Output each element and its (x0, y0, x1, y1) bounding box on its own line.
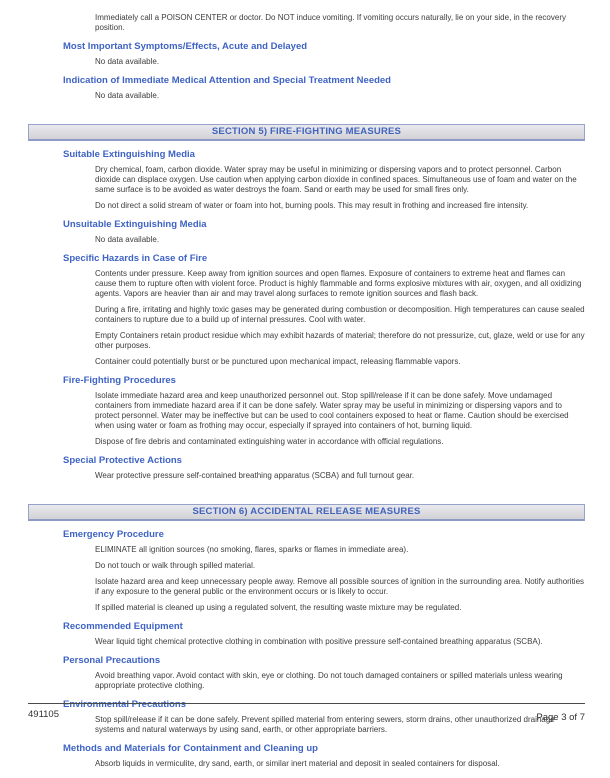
page-footer (28, 703, 585, 723)
subsection-title-emergency-procedure: Emergency Procedure (63, 529, 164, 540)
subsection-title-unsuitable-extinguishing-media: Unsuitable Extinguishing Media (63, 219, 207, 230)
subsection-title-recommended-equipment: Recommended Equipment (63, 621, 183, 632)
paragraph: Isolate immediate hazard area and keep unauthorized personnel out. Stop spill/release if it can be done safely. Move undamaged containers from immediate hazard area if it can be done safely. Water spray may be useful in minimizing or dispersing vapors and to protect personnel. Water may be ineffective but can be used to cool containers exposed to heat or flame. Caution should be exercised when using water or foam as frothing may occur, especially if sprayed into containers of hot, burning liquid. (95, 391, 569, 430)
subsection-title-personal-precautions: Personal Precautions (63, 655, 161, 666)
paragraph: No data available. (95, 57, 160, 66)
paragraph: No data available. (95, 91, 160, 100)
paragraph: Wear protective pressure self-contained breathing apparatus (SCBA) and full turnout gear. (95, 471, 415, 480)
paragraph: ELIMINATE all ignition sources (no smoking, flares, sparks or flames in immediate area). (95, 545, 409, 554)
subsection-title-symptoms-effects: Most Important Symptoms/Effects, Acute and Delayed (63, 41, 308, 52)
document-number: 491105 (28, 709, 59, 720)
subsection-title-specific-hazards: Specific Hazards in Case of Fire (63, 253, 208, 264)
paragraph: Contents under pressure. Keep away from ignition sources and open flames. Exposure of containers to extreme heat and flames can cause them to rupture often with violent force. Product is highly flammable and forms explosive mixtures with air, oxygen, and all oxidizing agents. Vapors are heavier than air and may travel along surfaces to remote ignition sources and flash back. (95, 269, 582, 298)
page-number: Page 3 of 7 (536, 712, 585, 723)
paragraph: Avoid breathing vapor. Avoid contact with skin, eye or clothing. Do not touch damaged containers or spilled materials unless wearing appropriate protective clothing. (95, 671, 563, 690)
paragraph: Isolate hazard area and keep unnecessary people away. Remove all possible sources of ignition in the surrounding area. Notify authorities if any exposure to the general public or the environment occurs or is likely to occur. (95, 577, 585, 596)
subsection-title-special-protective-actions: Special Protective Actions (63, 455, 182, 466)
paragraph: Absorb liquids in vermiculite, dry sand, earth, or similar inert material and deposit in sealed containers for disposal. (95, 759, 500, 768)
paragraph: Wear liquid tight chemical protective clothing in combination with positive pressure self-contained breathing apparatus (SCBA). (95, 637, 543, 646)
section-header-accidental-release-measures: SECTION 6) ACCIDENTAL RELEASE MEASURES (28, 504, 585, 521)
paragraph: Do not direct a solid stream of water or foam into hot, burning pools. This may result in frothing and increased fire intensity. (95, 201, 529, 210)
section-header-fire-fighting-measures: SECTION 5) FIRE-FIGHTING MEASURES (28, 124, 585, 141)
paragraph: Do not touch or walk through spilled material. (95, 561, 256, 570)
subsection-title-containment-cleaning: Methods and Materials for Containment and Cleaning up (63, 743, 318, 754)
paragraph: Immediately call a POISON CENTER or doctor. Do NOT induce vomiting. If vomiting occurs naturally, lie on your side, in the recovery position. (95, 13, 566, 32)
paragraph: Container could potentially burst or be punctured upon mechanical impact, releasing flammable vapors. (95, 357, 461, 366)
subsection-title-fire-fighting-procedures: Fire-Fighting Procedures (63, 375, 176, 386)
paragraph: During a fire, irritating and highly toxic gases may be generated during combustion or decomposition. High temperatures can cause sealed containers to rupture due to a build up of internal pressures. Cool with water. (95, 305, 585, 324)
subsection-title-suitable-extinguishing-media: Suitable Extinguishing Media (63, 149, 195, 160)
paragraph: No data available. (95, 235, 160, 244)
subsection-title-medical-attention: Indication of Immediate Medical Attention and Special Treatment Needed (63, 75, 391, 86)
paragraph: Empty Containers retain product residue which may exhibit hazards of material; therefore do not pressurize, cut, glaze, weld or use for any other purposes. (95, 331, 585, 350)
paragraph: Stop spill/release if it can be done safely. Prevent spilled material from entering sewers, storm drains, other unauthorized drainage systems and natural waterways by using sand, earth, or other appropriate barriers. (95, 715, 555, 734)
paragraph: Dispose of fire debris and contaminated extinguishing water in accordance with official regulations. (95, 437, 444, 446)
paragraph: If spilled material is cleaned up using a regulated solvent, the resulting waste mixture may be regulated. (95, 603, 462, 612)
subsection-title-environmental-precautions: Environmental Precautions (63, 699, 187, 710)
paragraph: Dry chemical, foam, carbon dioxide. Water spray may be useful in minimizing or dispersing vapors and to protect personnel. Carbon dioxide can displace oxygen. Use caution when applying carbon dioxide in confined spaces. Simultaneous use of foam and water on the same surface is to be avoided as water destroys the foam. Sand or earth may be used for small fires only. (95, 165, 577, 194)
